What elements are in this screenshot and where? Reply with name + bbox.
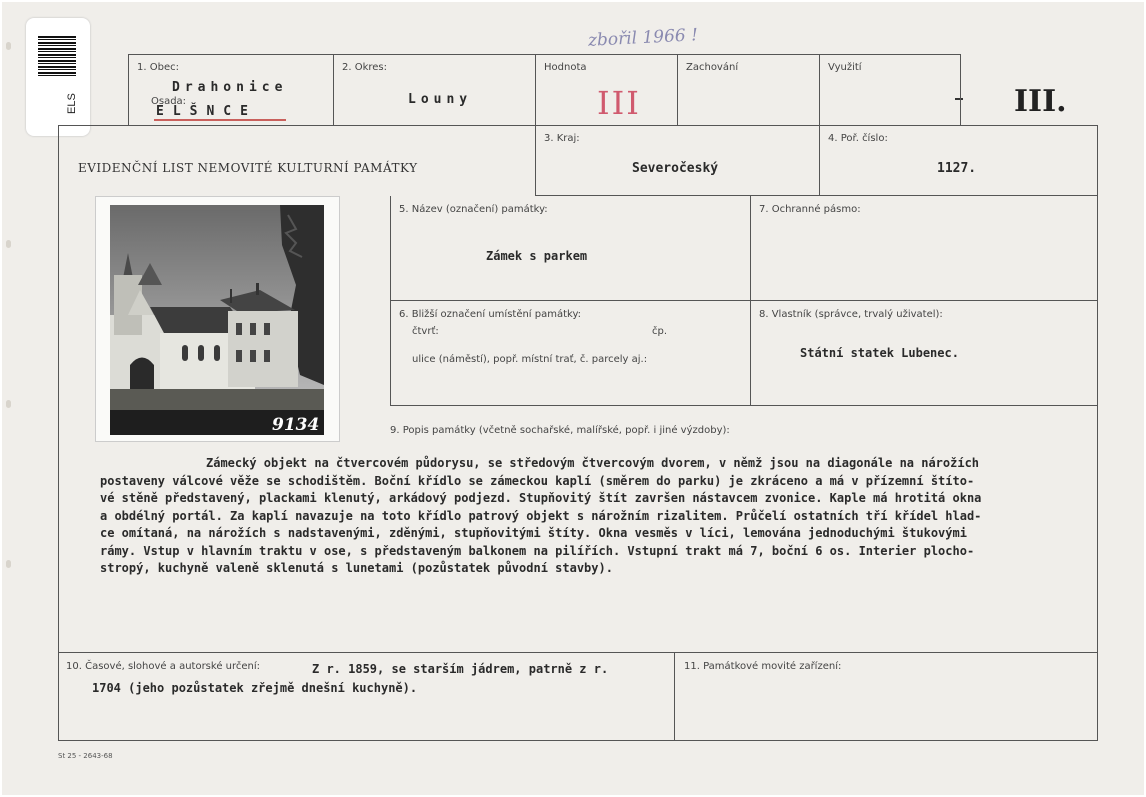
popis-line: Zámecký objekt na čtvercovém půdorysu, se středovým čtvercovým dvorem, v němž jsou na diagonále na nárožích	[206, 456, 980, 470]
handwritten-class-mark: III.	[1014, 84, 1067, 119]
popis-line: stropý, kuchyně valeně sklenutá s lunetami (pozůstatek původní stavby).	[100, 561, 613, 575]
castle-photo	[110, 205, 324, 435]
umisteni-label: 6. Bližší označení umístění památky:	[399, 309, 582, 320]
form-title: EVIDENČNÍ LIST NEMOVITÉ KULTURNÍ PAMÁTKY	[78, 161, 418, 175]
kraj-label: 3. Kraj:	[544, 133, 580, 144]
punch-hole	[6, 400, 11, 408]
barcode-sticker	[26, 18, 90, 136]
obec-value: Drahonice	[172, 80, 288, 95]
osada-value: ELŠNCE	[156, 104, 257, 119]
photo-number: 9134	[272, 415, 320, 435]
okres-label: 2. Okres:	[342, 62, 388, 73]
vyuziti-label: Využití	[828, 62, 862, 73]
popis-line: vé stěně představený, plackami klenutý, arkádový podjezd. Stupňovitý štít završen nástavcem zvonice. Kaple má hrotitá okna	[100, 491, 982, 505]
ochranne-pasmo-label: 7. Ochranné pásmo:	[759, 204, 861, 215]
cp-label: čp.	[652, 326, 668, 337]
popis-label: 9. Popis památky (včetně sochařské, malířské, popř. i jiné výzdoby):	[390, 425, 730, 436]
dash-mark	[955, 98, 963, 100]
movite-label: 11. Památkové movité zařízení:	[684, 661, 842, 672]
casove-line2: 1704 (jeho pozůstatek zřejmě dnešní kuchyně).	[92, 681, 418, 695]
popis-text	[100, 455, 1090, 578]
vlastnik-value: Státní statek Lubenec.	[800, 346, 959, 360]
obec-label: 1. Obec:	[137, 62, 179, 73]
nazev-label: 5. Název (označení) památky:	[399, 204, 548, 215]
popis-line: rámy. Vstup v hlavním traktu v ose, s představeným balkonem na pilířích. Vstupní trakt má 7, boční 6 os. Interier plocho-	[100, 543, 975, 558]
barcode-icon	[38, 36, 76, 76]
photo-card	[95, 196, 340, 442]
punch-hole	[6, 560, 11, 568]
punch-hole	[6, 42, 11, 50]
osada-underline	[154, 119, 286, 121]
vlastnik-label: 8. Vlastník (správce, trvalý uživatel):	[759, 309, 943, 320]
okres-value: Louny	[408, 92, 473, 107]
handwritten-note: zbořil 1966 !	[587, 25, 699, 51]
hodnota-label: Hodnota	[544, 62, 587, 73]
footer-code: St 25 - 2643-68	[58, 752, 113, 760]
ulice-label: ulice (náměstí), popř. místní trať, č. parcely aj.:	[412, 354, 648, 365]
casove-label: 10. Časové, slohové a autorské určení:	[66, 661, 261, 672]
por-cislo-value: 1127.	[937, 161, 977, 176]
popis-line: a obdélný portál. Za kaplí navazuje na toto křídlo patrový objekt s nárožním rizalitem. Průčelí ostatních tří křídel hlad-	[100, 508, 982, 523]
osada-label: Osada:	[151, 96, 187, 107]
popis-line: postaveny válcové věže se schodištěm. Boční křídlo se zámeckou kaplí (směrem do parku) je zkráceno a má v přízemní štíto-	[100, 473, 975, 488]
sticker-code: ELS	[66, 93, 78, 114]
zachovani-label: Zachování	[686, 62, 739, 73]
punch-hole	[6, 240, 11, 248]
ctvrt-label: čtvrť:	[412, 326, 439, 337]
por-cislo-label: 4. Poř. číslo:	[828, 133, 888, 144]
nazev-value: Zámek s parkem	[486, 249, 588, 263]
popis-line: ce omítaná, na nárožích s nadstavenými, zděnými, stupňovitými štíty. Okna vesměs v líci, lemována jednoduchými štukovými	[100, 526, 967, 540]
casove-line1: Z r. 1859, se starším jádrem, patrně z r.	[312, 662, 609, 676]
kraj-value: Severočeský	[632, 161, 719, 176]
hodnota-value: III	[597, 84, 641, 122]
